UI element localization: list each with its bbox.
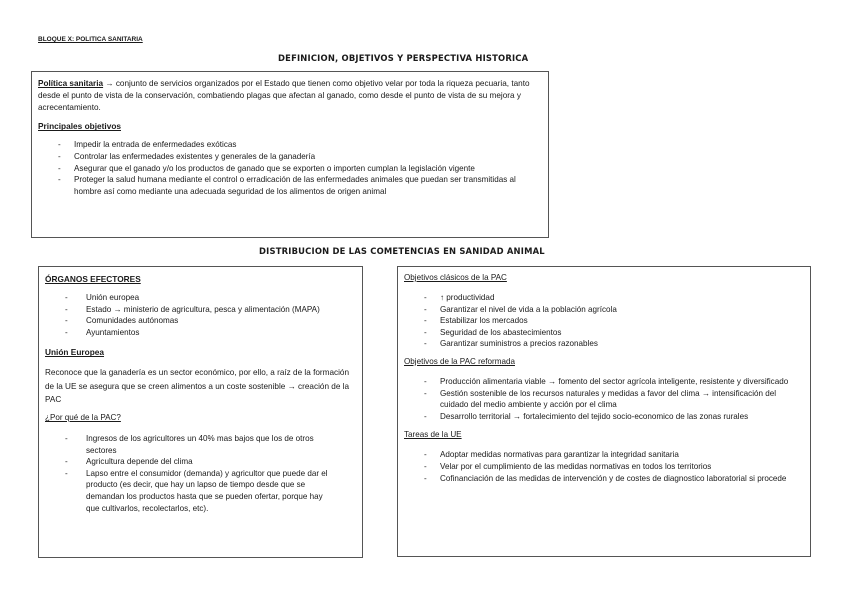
why-pac-heading: ¿Por qué de la PAC? — [45, 412, 121, 422]
classic-objectives-list — [404, 292, 804, 350]
eu-tasks-list — [404, 449, 804, 484]
list-item: - Ingresos de los agricultores un 40% mas bajos que los de otros sectores — [45, 433, 335, 456]
block-label: BLOQUE X: POLITICA SANITARIA — [38, 36, 143, 43]
list-item: - Cofinanciación de las medidas de intervención y de costes de diagnostico laboratorial si procede — [404, 473, 804, 485]
why-pac-list — [45, 433, 335, 514]
list-item: - Controlar las enfermedades existentes y generales de la ganadería — [38, 151, 540, 163]
list-item: - Asegurar que el ganado y/o los productos de ganado que se exporten o importen cumplan la legislación vigente — [38, 163, 540, 175]
section-title-definition: DEFINICION, OBJETIVOS Y PERSPECTIVA HISTORICA — [278, 53, 529, 63]
objectives-list — [38, 139, 540, 197]
definition-text: → conjunto de servicios organizados por el Estado que tienen como objetivo velar por toda la riqueza pecuaria, tanto desde el punto de vista de la conservación, combatiendo plagas que afectan al ganado, como desde el punto de vista de su mejora y acrecentamiento. — [38, 79, 530, 112]
list-item: - Unión europea — [45, 292, 356, 304]
list-item: - Proteger la salud humana mediante el control o erradicación de las enfermedades animales que puedan ser transmitidas al hombre así como mediante una adecuada seguridad de los alimentos de origen animal — [38, 174, 540, 197]
list-item: - Estado → ministerio de agricultura, pesca y alimentación (MAPA) — [45, 304, 356, 316]
organs-heading: ÓRGANOS EFECTORES — [45, 274, 141, 284]
list-item: - ↑ productividad — [404, 292, 804, 304]
pac-box — [397, 266, 811, 557]
objectives-heading: Principales objetivos — [38, 121, 121, 132]
organs-box — [38, 266, 363, 558]
list-item: - Velar por el cumplimiento de las medidas normativas en todos los territorios — [404, 461, 804, 473]
reform-objectives-heading: Objetivos de la PAC reformada — [404, 356, 515, 366]
eu-heading: Unión Europea — [45, 347, 105, 358]
list-item: - Producción alimentaria viable → fomento del sector agrícola inteligente, resistente y diversificado — [404, 376, 804, 388]
eu-tasks-heading: Tareas de la UE — [404, 430, 462, 440]
list-item: - Gestión sostenible de los recursos naturales y medidas a favor del clima → intensificación del cuidado del medio ambiente y acción por el clima — [404, 388, 804, 411]
list-item: - Agricultura depende del clima — [45, 456, 335, 468]
definition-box — [31, 71, 549, 238]
list-item: - Seguridad de los abastecimientos — [404, 327, 804, 339]
list-item: - Ayuntamientos — [45, 327, 356, 339]
eu-text: Reconoce que la ganadería es un sector económico, por ello, a raíz de la formación de la UE se asegura que se creen alimentos a un coste sostenible → creación de la PAC — [45, 368, 350, 404]
list-item: - Garantizar suministros a precios razonables — [404, 338, 804, 350]
definition-paragraph — [38, 78, 540, 113]
list-item: - Estabilizar los mercados — [404, 315, 804, 327]
definition-term: Política sanitaria — [38, 79, 104, 88]
reform-objectives-list — [404, 376, 804, 422]
list-item: - Impedir la entrada de enfermedades exóticas — [38, 139, 540, 151]
list-item: - Lapso entre el consumidor (demanda) y agricultor que puede dar el producto (es decir, que hay un lapso de tiempo desde que se demandan los productos hasta que se pueden ofertar, porque hay que cultivarlos, recolectarlos, etc). — [45, 468, 335, 514]
classic-objectives-heading: Objetivos clásicos de la PAC — [404, 273, 507, 282]
organs-list — [45, 292, 356, 338]
list-item: - Comunidades autónomas — [45, 315, 356, 327]
list-item: - Adoptar medidas normativas para garantizar la integridad sanitaria — [404, 449, 804, 461]
list-item: - Garantizar el nivel de vida a la población agrícola — [404, 304, 804, 316]
list-item: - Desarrollo territorial → fortalecimiento del tejido socio-economico de las zonas rurales — [404, 411, 804, 423]
section-title-distribution: DISTRIBUCION DE LAS COMETENCIAS EN SANIDAD ANIMAL — [259, 246, 545, 256]
